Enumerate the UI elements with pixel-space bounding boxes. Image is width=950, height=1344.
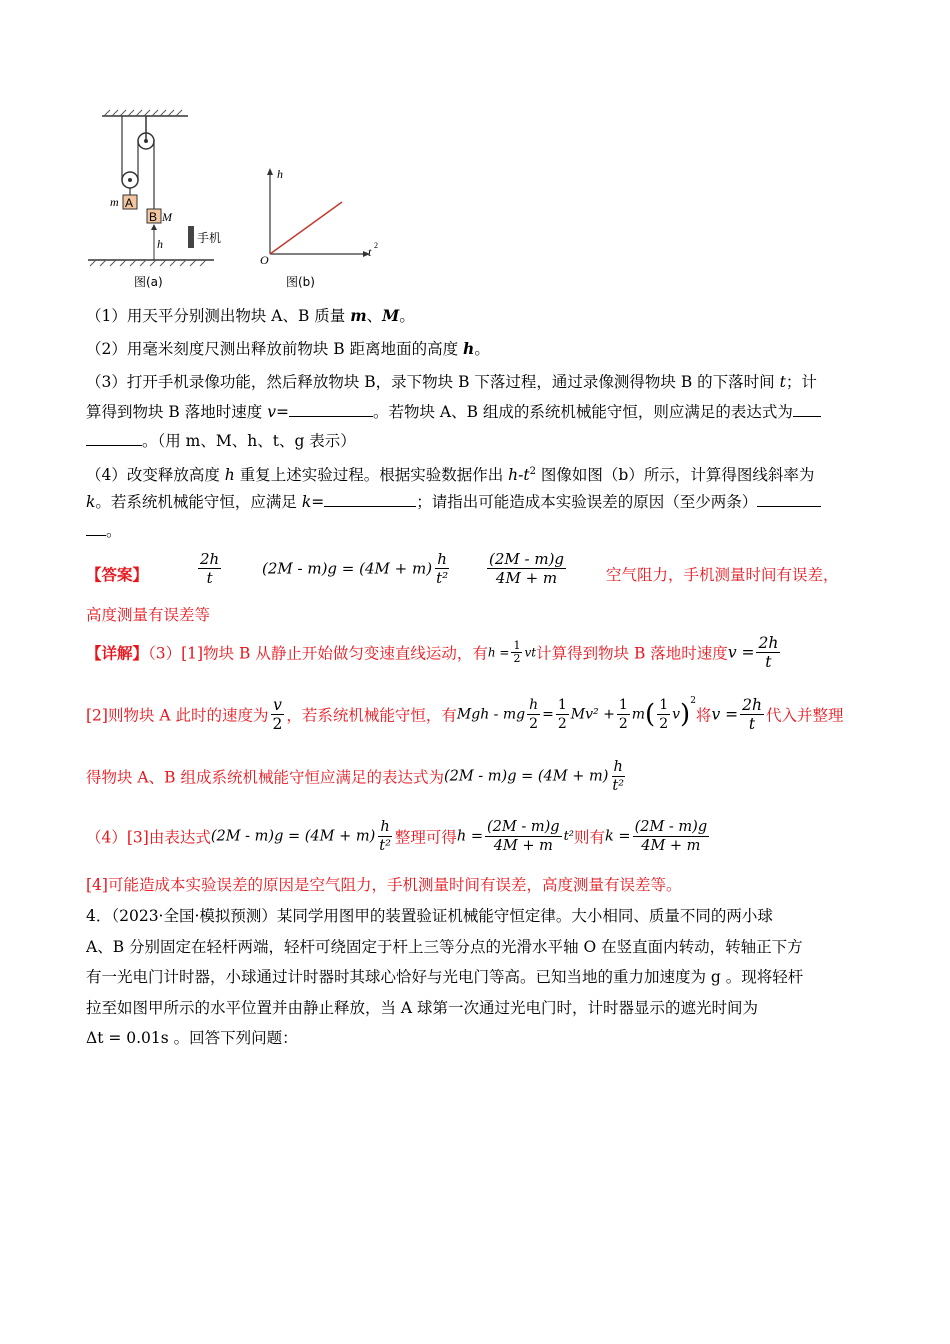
problem-4-line-4: 拉至如图甲所示的水平位置并由静止释放，当 A 球第一次通过光电门时，计时器显示的遮光时间为 bbox=[86, 999, 759, 1017]
answer-blank-reason-start bbox=[757, 491, 821, 507]
label-B: B bbox=[149, 210, 158, 224]
problem-4-line-5: Δt = 0.01s 。回答下列问题： bbox=[86, 1029, 298, 1047]
answer-3: $\frac{(2M - m)g}{4M + m}$ bbox=[489, 550, 565, 587]
label-A: A bbox=[125, 196, 134, 210]
caption-a: 图(a) bbox=[134, 275, 163, 289]
caption-b: 图(b) bbox=[286, 275, 315, 289]
fit-line bbox=[270, 202, 342, 254]
answer-1: $\frac{2h}{t}$ bbox=[200, 550, 220, 587]
axis-y-label: h bbox=[277, 167, 283, 181]
question-4-line-2: k。若系统机械能守恒，应满足 k= ；请指出可能造成本实验误差的原因（至少两条） bbox=[86, 491, 821, 512]
question-4-line-1: （4）改变释放高度 h 重复上述实验过程。根据实验数据作出 $h-t^2$ 图像如图（b）所示，计算得图线斜率为 bbox=[86, 466, 815, 485]
axis-x-sup: 2 bbox=[374, 241, 378, 250]
question-3-line-1: （3）打开手机录像功能，然后释放物块 B，录下物块 B 下落过程，通过录像测得物块 B 的下落时间 t；计 bbox=[86, 373, 817, 391]
detail-line-3: 得物块 A、B 组成系统机械能守恒应满足的表达式为(2M - m)g = (4M + m) $\frac{h}{\text{t²}}$ bbox=[86, 759, 625, 794]
answer-blank-reason-end bbox=[86, 520, 106, 536]
detail-line-2: [2]则物块 A 此时的速度为 $\frac{v}{2}$ ，若系统机械能守恒，有Mgh - mg $\frac{h}{2}$ = $\frac{1}{2}$ Mv² + $\frac{1}{2}$ m( $\frac{1}{2}$ v)$^2$将v = $\frac{2h}{t}$ 代入并整理 bbox=[86, 696, 844, 733]
question-1: （1）用天平分别测出物块 A、B 质量 m、M。 bbox=[86, 306, 415, 325]
answer-blank-velocity bbox=[289, 401, 373, 417]
problem-4-line-2: A、B 分别固定在轻杆两端，轻杆可绕固定于杆上三等分点的光滑水平轴 O 在竖直面内转动，转轴正下方 bbox=[86, 938, 803, 956]
phone-icon bbox=[188, 226, 194, 248]
label-M: M bbox=[162, 210, 172, 224]
answer-tag: 【答案】 bbox=[86, 565, 149, 584]
origin-label: O bbox=[260, 253, 269, 267]
problem-4-line-3: 有一光电门计时器，小球通过计时器时其球心恰好与光电门等高。已知当地的重力加速度为 g 。现将轻杆 bbox=[86, 968, 804, 986]
question-4-line-3: 。 bbox=[86, 520, 122, 541]
label-m: m bbox=[110, 195, 119, 209]
label-phone: 手机 bbox=[197, 231, 222, 245]
axis-x-label: t bbox=[368, 245, 372, 259]
question-3-line-2: 算得到物块 B 落地时速度 v= 。若物块 A、B 组成的系统机械能守恒，则应满足的表达式为 bbox=[86, 401, 821, 422]
answer-4: 空气阻力，手机测量时间有误差， bbox=[606, 566, 839, 584]
answer-2: (2M - m)g = (4M + m) $\frac{h}{\text{t²}}$ bbox=[262, 550, 449, 587]
detail-line-1: 【详解】（3）[1]物块 B 从静止开始做匀变速直线运动，有h = $\frac{1}{2}$ vt计算得到物块 B 落地时速度v = $\frac{2h}{t}$ bbox=[86, 634, 779, 671]
figure-a bbox=[84, 108, 224, 296]
answer-blank-expression-end bbox=[86, 430, 142, 446]
question-3-line-3: 。（用 m、M、h、t、g 表示） bbox=[86, 430, 356, 451]
answer-blank-slope bbox=[324, 491, 416, 507]
detail-line-4: （4）[3]由表达式(2M - m)g = (4M + m) $\frac{h}{\text{t²}}$ 整理可得h = $\frac{(2M - m)g}{4M + m}$ t²则有k = $\frac{(2M - m)g}{4M + m}$ bbox=[86, 819, 708, 854]
answer-4-cont: 高度测量有误差等 bbox=[86, 606, 211, 624]
problem-4-line-1: 4．（2023·全国·模拟预测）某同学用图甲的装置验证机械能守恒定律。大小相同、质量不同的两小球 bbox=[86, 907, 773, 925]
figure-b bbox=[256, 164, 386, 296]
answer-blank-expression-start bbox=[793, 401, 821, 417]
detail-line-5: [4]可能造成本实验误差的原因是空气阻力，手机测量时间有误差，高度测量有误差等。 bbox=[86, 876, 682, 894]
label-h: h bbox=[157, 237, 163, 251]
question-2: （2）用毫米刻度尺测出释放前物块 B 距离地面的高度 h。 bbox=[86, 339, 490, 358]
